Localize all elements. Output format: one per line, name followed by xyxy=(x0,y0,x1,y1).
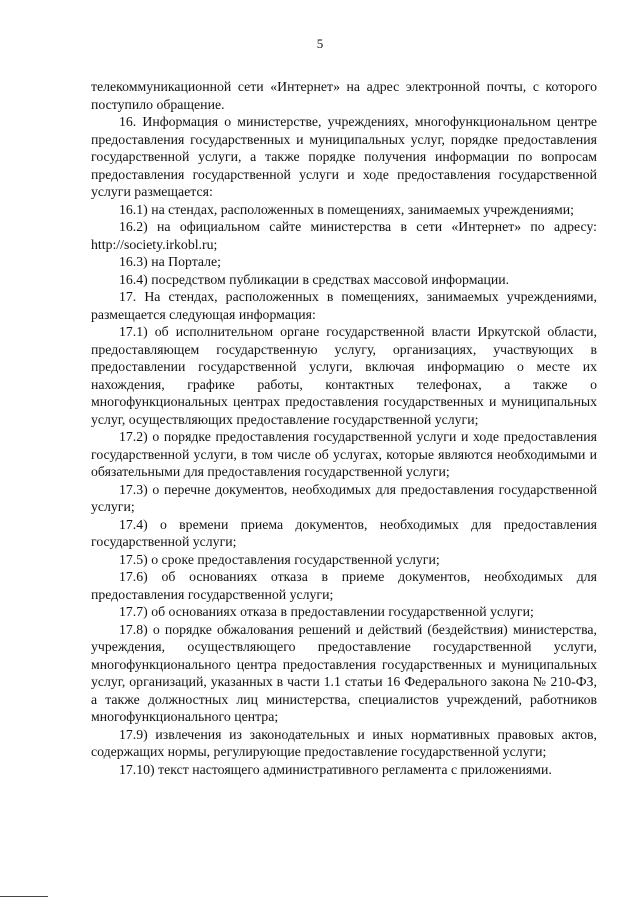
paragraph: 16.4) посредством публикации в средствах массовой информации. xyxy=(119,271,510,287)
paragraph: телекоммуникационной сети «Интернет» на адрес электронной почты, с которого поступило обращение. xyxy=(91,79,597,112)
paragraph: 16.3) на Портале; xyxy=(119,254,222,269)
paragraph: 17.1) об исполнительном органе государственной власти Иркутской области, предоставляющем государственную услугу, организациях, участвующих в предоставлении государственной услуги, включая информацию о месте их нахождения, графике работы, контактных телефонах, а также о многофункциональных центрах предоставления государственных и муниципальных услуг, осуществляющих предоставление государственной услуги; xyxy=(91,324,597,427)
paragraph: 17.10) текст настоящего административного регламента с приложениями. xyxy=(119,761,552,777)
page-number: 5 xyxy=(316,36,324,51)
paragraph: 17.7) об основаниях отказа в предоставлении государственной услуги; xyxy=(119,604,534,619)
paragraph: 17.9) извлечения из законодательных и иных нормативных правовых актов, содержащих нормы, регулирующие предоставление государственной услуги; xyxy=(91,726,597,759)
paragraph: 16. Информация о министерстве, учреждениях, многофункциональном центре предоставления государственных и муниципальных услуг, порядке предоставления государственной услуги, а также порядке получения информации по вопросам предоставления государственной услуги и ходе предоставления государственной услуги размещается: xyxy=(91,114,597,199)
footnote-separator xyxy=(0,896,48,897)
paragraph: 16.1) на стендах, расположенных в помещениях, занимаемых учреждениями; xyxy=(119,201,574,217)
paragraph: 17.8) о порядке обжалования решений и действий (бездействия) министерства, учреждения, осуществляющего предоставление государственной услуги, многофункционального центра предоставления государственных и муниципальных услуг, организаций, указанных в части 1.1 статьи 16 Федерального закона № 210-ФЗ, а также должностных лиц министерства, специалистов учреждений, работников многофункционального центра; xyxy=(91,621,597,724)
paragraph: 17.5) о сроке предоставления государственной услуги; xyxy=(119,551,440,567)
paragraph: 17.6) об основаниях отказа в приеме документов, необходимых для предоставления государственной услуги; xyxy=(91,569,597,602)
paragraph: 17.3) о перечне документов, необходимых для предоставления государственной услуги; xyxy=(91,481,597,514)
paragraph: 17. На стендах, расположенных в помещениях, занимаемых учреждениями, размещается следующая информация: xyxy=(91,289,597,322)
paragraph: 17.2) о порядке предоставления государственной услуги и ходе предоставления государственной услуги, в том числе об услугах, которые являются необходимыми и обязательными для предоставления государственной услуги; xyxy=(91,429,597,479)
document-body xyxy=(91,78,597,778)
paragraph: 17.4) о времени приема документов, необходимых для предоставления государственной услуги; xyxy=(91,516,597,549)
paragraph: 16.2) на официальном сайте министерства в сети «Интернет» по адресу: http://society.irkobl.ru; xyxy=(91,219,597,252)
